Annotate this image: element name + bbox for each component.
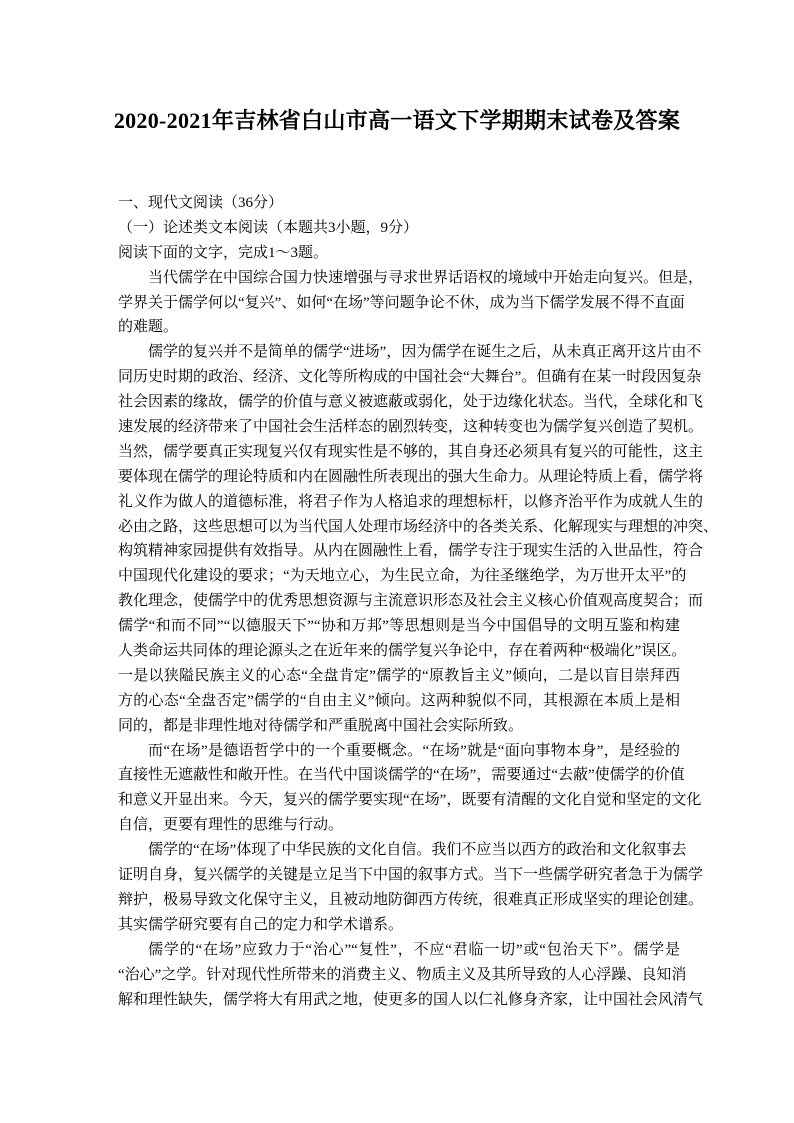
paragraph-line: 速发展的经济带来了中国社会生活样态的剧烈转变，这种转变也为儒学复兴创造了契机。 (118, 419, 704, 436)
paragraph-line: 方的心态“全盘否定”儒学的“自由主义”倾向。这两种貌似不同，其根源在本质上是相 (118, 692, 680, 709)
paragraph-line: 当然，儒学要真正实现复兴仅有现实性是不够的，其自身还必须具有复兴的可能性，这主 (118, 443, 704, 460)
paragraph-line: 构筑精神家园提供有效指导。从内在圆融性上看，儒学专注于现实生活的入世品性，符合 (118, 543, 704, 560)
document-body (118, 191, 719, 1012)
paragraph-line: 和意义开显出来。今天，复兴的儒学要实现“在场”，既要有清醒的文化自觉和坚定的文化 (118, 792, 702, 809)
paragraph-line: 礼义作为做人的道德标准，将君子作为人格追求的理想标杆，以修齐治平作为成就人生的 (118, 493, 704, 510)
paragraph-line: 儒学的复兴并不是简单的儒学“进场”，因为儒学在诞生之后，从未真正离开这片由不 (148, 344, 702, 361)
paragraph-line: 社会因素的缘故，儒学的价值与意义被遮蔽或弱化，处于边缘化状态。当代，全球化和飞 (118, 394, 704, 411)
passage (118, 266, 719, 1013)
paragraph-line: 直接性无遮蔽性和敞开性。在当代中国谈儒学的“在场”，需要通过“去蔽”使儒学的价值 (118, 767, 685, 784)
paragraph (118, 739, 702, 839)
section-heading: 一、现代文阅读（36分） (118, 195, 284, 211)
paragraph-line: 一是以狭隘民族主义的心态“全盘肯定”儒学的“原教旨主义”倾向，二是以盲目崇拜西 (118, 667, 680, 684)
paragraph-line: “治心”之学。针对现代性所带来的消费主义、物质主义及其所导致的人心浮躁、良知消 (118, 966, 687, 983)
paragraph (118, 266, 704, 341)
paragraph-line: 同历史时期的政治、经济、文化等所构成的中国社会“大舞台”。但确有在某一时段因复杂 (118, 369, 702, 386)
paragraph (118, 340, 719, 738)
paragraph-line: 中国现代化建设的要求；“为天地立心，为生民立命，为往圣继绝学，为万世开太平”的 (118, 568, 687, 585)
paragraph-line: 的难题。 (118, 319, 179, 336)
paragraph-line: 儒学“和而不同”“以德服天下”“协和万邦”等思想则是当今中国倡导的文明互鉴和构建 (118, 618, 680, 635)
paragraph (118, 838, 704, 938)
paragraph-line: 辩护，极易导致文化保守主义，且被动地防御西方传统，很难真正形成坚实的理论创建。 (118, 891, 704, 908)
paragraph-line: 而“在场”是德语哲学中的一个重要概念。“在场”就是“面向事物本身”，是经验的 (148, 742, 680, 759)
paragraph-line: 必由之路，这些思想可以为当代国人处理市场经济中的各类关系、化解现实与理想的冲突、 (118, 518, 719, 535)
paragraph-line: 学界关于儒学何以“复兴”、如何“在场”等问题争论不休，成为当下儒学发展不得不直面 (118, 294, 685, 311)
paragraph-line: 解和理性缺失，儒学将大有用武之地，使更多的国人以仁礼修身齐家，让中国社会风清气 (118, 991, 704, 1008)
subsection-heading: （一）论述类文本阅读（本题共3小题，9分） (118, 219, 419, 236)
paragraph-line: 自信，更要有理性的思维与行动。 (118, 817, 344, 834)
paragraph-line: 人类命运共同体的理论源头之在近年来的儒学复兴争论中，存在着两种“极端化”误区。 (118, 643, 687, 660)
document-title: 2020-2021年吉林省白山市高一语文下学期期末试卷及答案 (113, 108, 681, 133)
paragraph-line: 同的，都是非理性地对待儒学和严重脱离中国社会实际所致。 (118, 717, 524, 734)
paragraph (118, 938, 704, 1013)
instruction-text: 阅读下面的文字，完成1～3题。 (118, 244, 329, 261)
paragraph-line: 其实儒学研究要有自己的定力和学术谱系。 (118, 916, 404, 933)
paragraph-line: 当代儒学在中国综合国力快速增强与寻求世界话语权的境域中开始走向复兴。但是， (148, 269, 704, 286)
paragraph-line: 儒学的“在场”应致力于“治心”“复性”，不应“君临一切”或“包治天下”。儒学是 (148, 941, 680, 958)
paragraph-line: 证明自身，复兴儒学的关键是立足当下中国的叙事方式。当下一些儒学研究者急于为儒学 (118, 867, 704, 884)
paragraph-line: 要体现在儒学的理论特质和内在圆融性所表现出的强大生命力。从理论特质上看，儒学将 (118, 468, 704, 485)
paragraph-line: 教化理念，使儒学中的优秀思想资源与主流意识形态及社会主义核心价值观高度契合；而 (118, 593, 704, 610)
paragraph-line: 儒学的“在场”体现了中华民族的文化自信。我们不应当以西方的政治和文化叙事去 (148, 842, 687, 859)
